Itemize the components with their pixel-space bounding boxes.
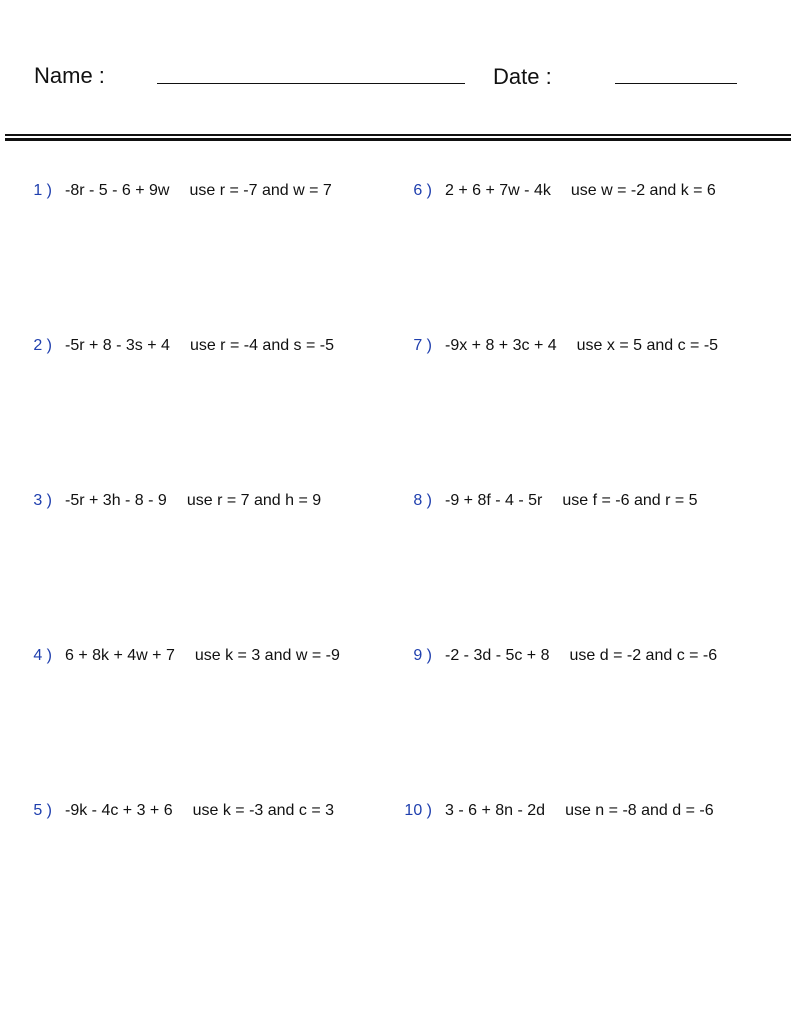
problem-substitution: use f = -6 and r = 5	[562, 492, 698, 509]
problem-number: 9 )	[413, 647, 432, 664]
problem-expression: 2 + 6 + 7w - 4k	[445, 182, 551, 199]
problem-expression: -9x + 8 + 3c + 4	[445, 337, 557, 354]
problem-substitution: use d = -2 and c = -6	[569, 647, 718, 664]
name-label: Name :	[34, 63, 105, 88]
problem-item	[0, 801, 714, 821]
problem-expression: 3 - 6 + 8n - 2d	[445, 802, 546, 819]
problem-substitution: use k = 3 and w = -9	[194, 647, 340, 664]
problem-expression: -9k - 4c + 3 + 6	[65, 802, 173, 819]
problem-number: 4 )	[33, 647, 52, 664]
problem-number: 7 )	[413, 337, 432, 354]
problem-item	[0, 491, 698, 511]
problem-number: 2 )	[33, 337, 52, 354]
problem-expression: -5r + 3h - 8 - 9	[65, 492, 167, 509]
problem-substitution: use w = -2 and k = 6	[570, 182, 716, 199]
problem-substitution: use r = -4 and s = -5	[189, 337, 335, 354]
problem-item	[0, 646, 717, 666]
problem-number: 10 )	[404, 802, 432, 819]
problem-substitution: use n = -8 and d = -6	[565, 802, 714, 819]
problem-number: 6 )	[413, 182, 432, 199]
problem-expression: -5r + 8 - 3s + 4	[65, 337, 170, 354]
problem-number: 3 )	[33, 492, 52, 509]
problem-expression: -2 - 3d - 5c + 8	[445, 647, 550, 664]
problem-number: 5 )	[33, 802, 52, 819]
problem-substitution: use k = -3 and c = 3	[192, 802, 335, 819]
problem-substitution: use r = 7 and h = 9	[186, 492, 322, 509]
problem-item	[0, 336, 718, 356]
date-label: Date :	[493, 64, 552, 89]
problem-number: 1 )	[33, 182, 52, 199]
problem-item	[0, 181, 716, 201]
problem-expression: -8r - 5 - 6 + 9w	[65, 182, 170, 199]
problem-substitution: use x = 5 and c = -5	[576, 337, 719, 354]
problem-number: 8 )	[413, 492, 432, 509]
problem-expression: 6 + 8k + 4w + 7	[65, 647, 175, 664]
problem-expression: -9 + 8f - 4 - 5r	[445, 492, 543, 509]
problem-substitution: use r = -7 and w = 7	[189, 182, 332, 199]
